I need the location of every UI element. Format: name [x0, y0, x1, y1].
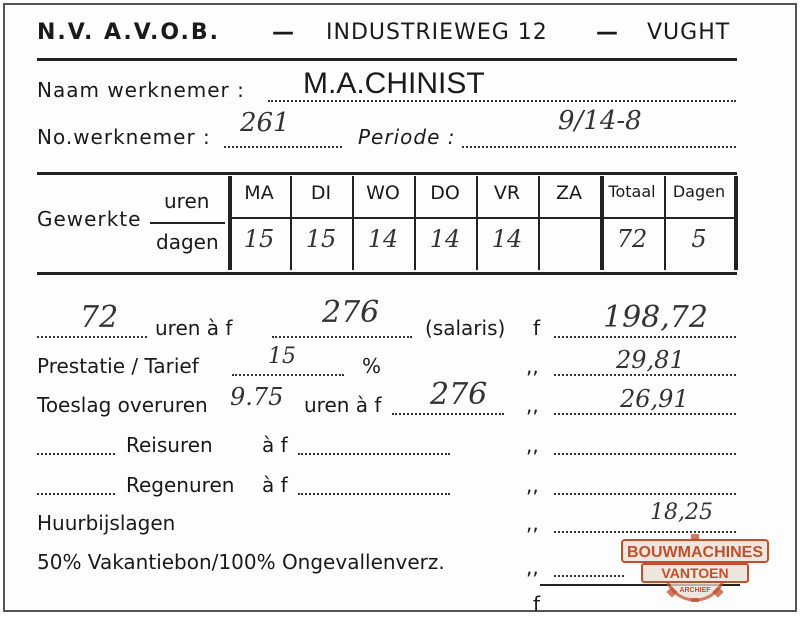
prestatie-amount-line — [554, 374, 736, 376]
grid-value-dagen: 5 — [691, 225, 707, 253]
gear-icon — [620, 532, 770, 602]
prestatie-amount: 29,81 — [616, 346, 685, 374]
watermark-logo — [620, 532, 770, 602]
watermark-line1: BOUWMACHINES — [627, 544, 763, 561]
vakantie-amount-line — [554, 575, 624, 577]
employee-number-value: 261 — [240, 108, 290, 138]
grid-header-totaal: Totaal — [608, 182, 656, 201]
header-dash-1: — — [272, 20, 295, 45]
vakantie-label: 50% Vakantiebon/100% Ongevallenverz. — [37, 550, 445, 574]
salary-hours-value: 72 — [80, 300, 119, 335]
period-label: Periode : — [358, 125, 456, 149]
toeslag-amount-line — [554, 413, 736, 415]
period-value: 9/14-8 — [558, 106, 642, 136]
header-dash-2: — — [596, 20, 619, 45]
company-name: N.V. A.V.O.B. — [37, 20, 221, 45]
company-city: VUGHT — [647, 20, 731, 45]
grid-header-wo: WO — [366, 182, 400, 204]
employee-number-line — [224, 146, 342, 148]
salary-amount: 198,72 — [603, 300, 708, 335]
regenuren-ditto: ,, — [526, 473, 539, 497]
employee-number-label: No.werknemer : — [37, 125, 211, 149]
reisuren-rate-line — [298, 453, 450, 455]
worked-label-divider — [150, 222, 225, 224]
prestatie-percent: % — [362, 354, 382, 378]
reisuren-hours-line — [37, 453, 115, 455]
period-line — [462, 146, 736, 148]
prestatie-ditto: ,, — [526, 354, 539, 378]
toeslag-ditto: ,, — [526, 393, 539, 417]
grid-horizontal-line — [228, 217, 734, 219]
regenuren-hours-line — [37, 493, 115, 495]
reisuren-amount-line — [554, 453, 736, 455]
worked-dagen-label: dagen — [156, 230, 219, 254]
prestatie-line — [232, 374, 344, 376]
reisuren-ditto: ,, — [526, 433, 539, 457]
total-currency: f — [533, 592, 541, 616]
regenuren-rate-line — [298, 493, 450, 495]
salary-hours-line — [37, 336, 147, 338]
salary-currency: f — [533, 316, 541, 340]
reisuren-text: à f — [262, 433, 288, 457]
huur-amount: 18,25 — [650, 500, 713, 525]
toeslag-text: uren à f — [304, 393, 382, 417]
vakantie-ditto: ,, — [526, 555, 539, 579]
watermark-line3: ARCHIEF — [679, 587, 711, 594]
grid-value-totaal: 72 — [616, 225, 648, 253]
salary-rate-line — [272, 336, 412, 338]
grid-header-za: ZA — [555, 182, 582, 204]
huur-label: Huurbijslagen — [37, 511, 176, 535]
grid-value-ma: 15 — [243, 225, 275, 253]
regenuren-label: Regenuren — [126, 473, 235, 497]
grid-header-vr: VR — [493, 182, 521, 204]
grid-value-di: 15 — [305, 225, 337, 253]
grid-bottom-rule — [37, 272, 737, 275]
grid-header-ma: MA — [244, 182, 274, 204]
toeslag-rate: 276 — [430, 377, 488, 412]
toeslag-amount: 26,91 — [620, 385, 689, 413]
toeslag-rate-line — [392, 413, 504, 415]
grid-top-rule — [37, 172, 737, 175]
grid-header-do: DO — [430, 182, 460, 204]
grid-value-wo: 14 — [367, 225, 399, 253]
salary-amount-line — [554, 336, 736, 338]
header-rule — [37, 58, 737, 61]
grid-value-do: 14 — [429, 225, 461, 253]
regenuren-amount-line — [554, 493, 736, 495]
salary-text: uren à f — [155, 316, 233, 340]
regenuren-text: à f — [262, 473, 288, 497]
prestatie-value: 15 — [268, 344, 296, 369]
salary-type: (salaris) — [425, 316, 506, 340]
toeslag-hours: 9.75 — [230, 383, 284, 411]
company-address: INDUSTRIEWEG 12 — [326, 20, 548, 45]
watermark-line2: VANTOEN — [661, 565, 729, 581]
reisuren-label: Reisuren — [126, 433, 213, 457]
worked-label: Gewerkte — [37, 207, 142, 231]
grid-header-di: DI — [310, 182, 332, 204]
prestatie-label: Prestatie / Tarief — [37, 354, 199, 378]
huur-ditto: ,, — [526, 511, 539, 535]
grid-header-dagen: Dagen — [672, 182, 726, 201]
grid-value-vr: 14 — [491, 225, 523, 253]
grid-vertical-line — [734, 176, 738, 270]
toeslag-label: Toeslag overuren — [37, 393, 208, 417]
worked-uren-label: uren — [164, 189, 210, 213]
employee-name-value: M.A.CHINIST — [303, 67, 485, 100]
employee-name-label: Naam werknemer : — [37, 78, 245, 102]
salary-rate-value: 276 — [322, 295, 380, 330]
